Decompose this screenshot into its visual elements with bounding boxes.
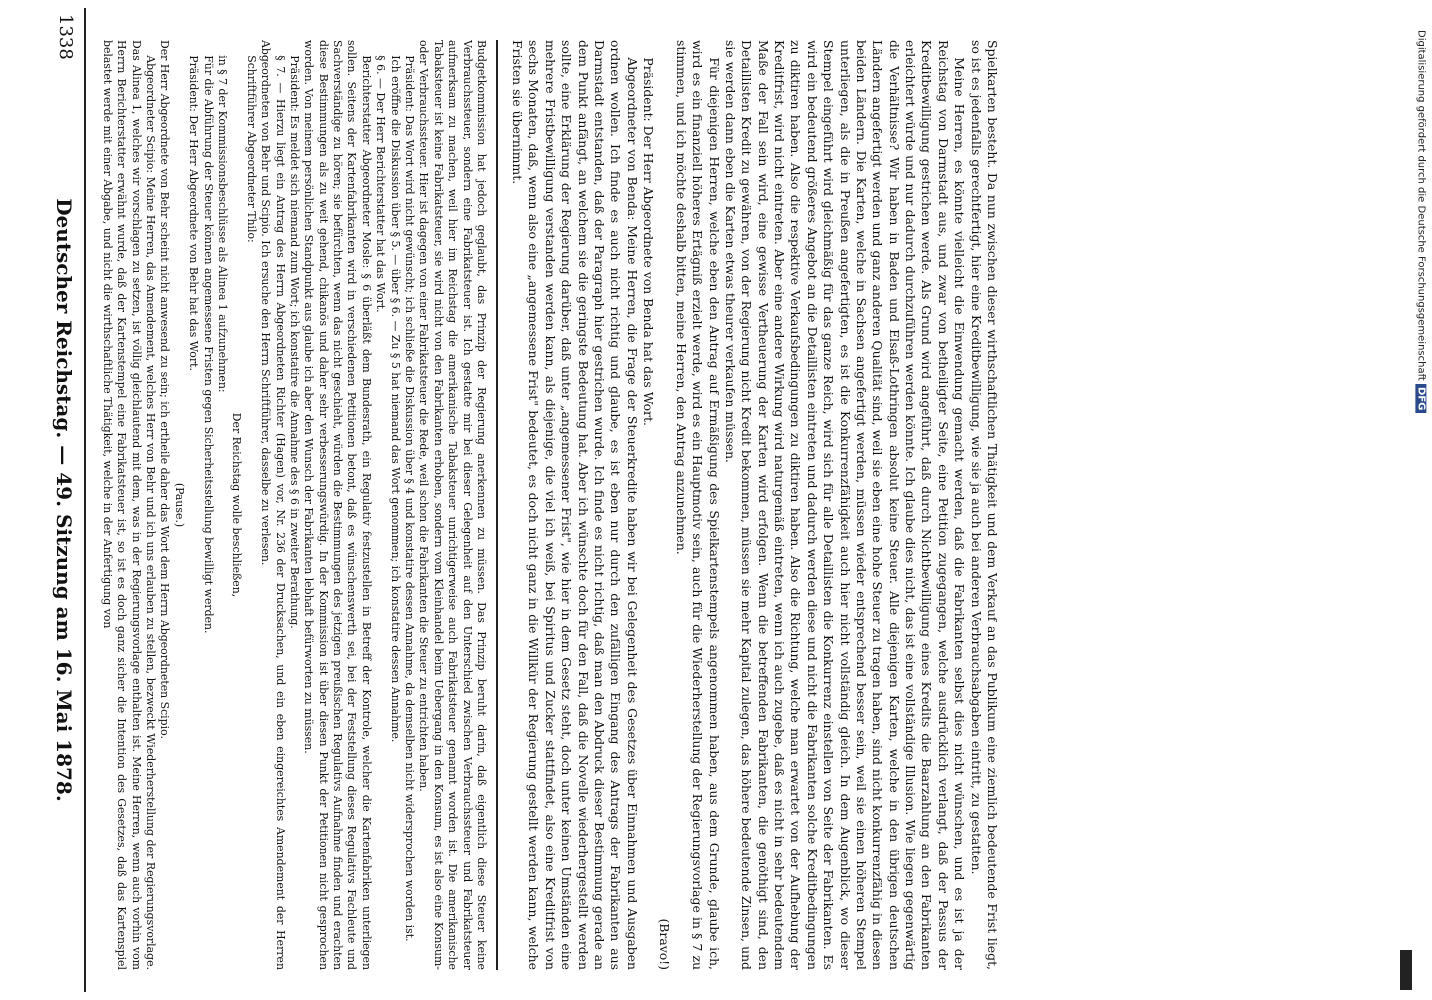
paragraph: Präsident: Es meldet sich niemand zum Wort; ich konstatire die Annahme des § 6 in zweiter Berathung. [287, 55, 301, 629]
page-title: Deutscher Reichstag. — 49. Sitzung am 16. Mai 1878. [52, 198, 76, 802]
paragraph: Ich eröffne die Diskussion über § 5. — über § 6. — Zu § 5 hat niemand das Wort genommen; ich konstatire dessen Annahme. [388, 55, 402, 743]
paragraph: (Bravo!) [657, 918, 673, 970]
paragraph: Der Herr Abgeordnete von Behr scheint nicht anwesend zu sein; ich ertheile daher das Wort dem Herrn Abgeordneten Scipio. [158, 40, 172, 739]
paragraph: Für diejenigen Herren, welche eben den Antrag auf Ermäßigung des Spielkartenstempels angenommen haben, aus dem Grunde, glaube ich, wird es ein finanziell höheres Ertägniß erzielt werde, wird es ein Hauptmotiv sein, auch für die Wiederherstellung der Regierungsvorlage in § 7 zu stimmen, und ich möchte deshalb bitten, meine Herren, den Antrag anzunehmen. [673, 40, 722, 970]
paragraph: Schriftführer Abgeordneter Thilo: [244, 55, 258, 243]
header-rule [84, 8, 86, 992]
paragraph: Präsident: Der Herr Abgeordnete von Benda hat das Wort. [641, 57, 657, 426]
paragraph: § 6. — Der Herr Berichterstatter hat das Wort. [374, 55, 388, 313]
paragraph: Präsident: Der Herr Abgeordnete von Behr hat das Wort. [187, 55, 201, 371]
credit-text: Digitalisierung gefördert durch die Deutsche Forschungsgemeinschaft [1415, 30, 1426, 381]
right-column [510, 40, 1000, 970]
paragraph: (Pause.) [172, 482, 186, 528]
paragraph: Abgeordneter von Benda: Meine Herren, die Frage der Steuerkredite haben wir bei Gelegenheit des Gesetzes über Einnahmen und Ausgaben ordnen wollen. Ich finde es auch nicht richtig und glaube, es ist eben nur durch den zufälligen Eingang des Antrags der Fabrikanten aus Darmstadt entstanden, daß der Paragraph hier gestrichen wurde. Ich finde es nicht richtig, daß man den Abdruck dieser Bestimmung gerade an dem Punkt anfängt, an welchem sie die geringste Bedeutung hat. Aber ich wünschte doch für den Fall, daß die Novelle wiederhergestellt werden sollte, eine Erklärung der Regierung darüber, daß unter „angemessener Frist", wie hier in dem Gesetz steht, doch unter keinen Umständen eine mehrere Fristbewilligung verstanden werden kann, als diejenige, die viel ich weiß, bei Spiritus und Zucker stattfindet, also eine Kreditfrist von sechs Monaten, daß, wenn also eine „angemessene Frist" bedeutet, es doch nicht ganz in die Willkür der Regierung gestellt werden kann, welche Fristen sie übernimmt. [510, 40, 640, 970]
paragraph: Berichterstatter Abgeordneter Mosle: § 6 überläßt dem Bundesrath, ein Regulativ festzustellen in Betreff der Kontrole, welcher die Kartenfabriken unterliegen sollen. Seitens der Kartenfabrikanten wird in verschiedenen Petitionen betont, daß es wünschenswerth sei, bei der Feststellung dieses Regulativs Fachleute und Sachverständige zu hören; sie befürchten, wenn das nicht geschieht, würden die Bestimmungen des jetzigen preußischen Regulativs Aufnahme finden und erachten diese Bestimmungen als zu weit gehend, chikanös und daher sehr verbesserungswürdig. In der Kommission ist über diesen Punkt der Petitionen nicht gesprochen worden. Von meinem persönlichen Standpunkt aus glaube ich aber den Wunsch der Fabrikanten lebhaft befürworten zu müssen. [302, 40, 373, 970]
paragraph: Für die Abführung der Steuer können angemessene Fristen gegen Sicherheitsstellung bewilligt werden. [201, 55, 215, 634]
paragraph: in § 7 der Kommissionsbeschlüsse als Alinea 1 aufzunehmen: [215, 55, 229, 393]
paragraph: Spielkarten besteht. Da nun zwischen dieser wirthschaftlichen Thätigkeit und dem Verkauf an das Publikum eine ziemlich bedeutende Frist liegt, so ist es jedenfalls gerechtfertigt, hier eine Kreditbewilligung, wie sie ja auch bei anderen Verbrauchsabgaben eintritt, zu gestatten. [968, 40, 1000, 970]
left-column [92, 40, 488, 970]
column-divider [496, 40, 498, 970]
paragraph: Präsident: Das Wort wird nicht gewünscht; ich schließe die Diskussion über § 4 und konstatire dessen Annahme, da demselben nicht widersprochen worden ist. [403, 55, 417, 942]
paragraph: Der Reichstag wolle beschließen, [230, 412, 244, 598]
paragraph: Abgeordneter Scipio: Meine Herren, das Amendement, welches Herr von Behr und ich uns erlauben zu stellen, bezweckt Wiederherstellung der Regierungsvorlage. Das Alinea 1, welches wir vorschlagen zu setzen, ist völlig gleichlautend mit dem, was in der Regierungsvorlage enthalten ist. Meine Herren, wenn auch vorhin vom Herrn Berichterstatter erwähnt wurde, daß der Kartenstempel eine Fabrikatsteuer ist, so ist es doch ganz sicher die Intention des Gesetzes, daß das Kartenspiel belastet werde mit einer Abgabe, und nicht die wirthschaftliche Thätigkeit, welche in der Anfertigung von [100, 40, 158, 970]
paragraph: Meine Herren, es könnte vielleicht die Einwendung gemacht werden, daß die Fabrikanten selbst dies nicht wünschen, und es ist ja der Reichstag von Darmstadt aus, und zwar von betheiligter Seite, eine Petition zugegangen, welche ausdrücklich verlangt, daß der Passus der Kreditbewilligung gestrichen werde. Als Grund wird angeführt, daß durch Nichtbewilligung eines Kredits die Baarzahlung an den Fabrikanten erleichtert würde und nur dadurch durchzuführen werden könnte. Ich glaube dies nicht, das ist eine vollständige Illusion. Wie liegen gegenwärtig die Verhältnisse? Wir haben in Baden und Elsaß-Lothringen absolut keine Steuer. Alle diejenigen Karten, welche in den übrigen deutschen Ländern angefertigt werden und ganz anderen Qualität sind, weil sie eben eine hohe Steuer zu tragen haben, sind nicht konkurrenzfähig in diesen beiden Ländern. Die Karten, welche in Sachsen angefertigt werden, müssen wieder entsprechend besser sein, weil sie einen höheren Stempel unterliegen, als die in Preußen angefertigten, es ist die Konkurrenzfähigkeit auch hier nicht vollständig gleich. In dem Augenblick, wo dieser Stempel eingeführt wird gleichmäßig für das ganze Reich, wird sich für alle Detaillisten die Konkurrenz einstellen von Seite der Fabrikanten. Es wird ein bedeutend größeres Angebot an die Detaillisten eintreten und dadurch werden diese und nicht die Fabrikanten solche Kreditbedingungen zu diktiren haben. Also die respektive Verkaufsbedingungen zu diktiren haben. Also die Richtung, welche man erwartet von der Aufhebung der Kreditfrist, wird nicht eintreten. Aber eine andere Wirkung wird naturgemäß eintreten, wenn ich auch zugebe, daß es nicht in sehr bedeutendem Maße der Fall sein wird, eine gewisse Vertheuerung der Karten wird erfolgen. Wenn die betreffenden Fabrikanten, die genöthigt sind, den Detaillisten Kredit zu gewähren, von der Regierung nicht Kredit bekommen, müssen sie mehr Kapital zulegen, das höhere bedeutende Zinsen, und sie werden dann eben die Karten etwas theurer verkaufen müssen. [723, 40, 968, 970]
paragraph: Budgetkommission hat jedoch geglaubt, das Prinzip der Regierung anerkennen zu müssen. Das Prinzip beruht darin, daß eigentlich diese Steuer keine Verbrauchssteuer, sondern eine Fabrikatsteuer ist. Ich gestatte mir bei dieser Gelegenheit auf den Unterschied zwischen Verbrauchssteuer und Fabrikatsteuer aufmerksam zu machen, weil hier im Reichstag die amerikanische Tabaksteuer unrichtigerweise auch Fabrikatsteuer genannt worden ist. Die amerikanische Tabaksteuer ist keine Fabrikatsteuer, sie wird nicht von den Fabrikanten erhoben, sondern vom Kleinhandel beim Uebergang in den Konsum, es ist also eine Konsum- oder Verbrauchssteuer. Hier ist dagegen von einer Fabrikatsteuer die Rede, weil schon die Fabrikanten die Steuer zu entrichten haben. [417, 40, 488, 970]
page-number: 1338 [55, 14, 76, 60]
scan-edge-mark [1400, 950, 1412, 990]
page-header [48, 0, 82, 1000]
digitization-credit [1415, 30, 1426, 413]
paragraph: § 7. — Hierzu liegt ein Antrag des Herrn Abgeordneten Richter (Hagen) vor, Nr. 236 der Drucksachen, und ein eben eingereichtes Amendement der Herren Abgeordneten von Behr und Scipio. Ich ersuche den Herrn Schriftführer, dasselbe zu verlesen. [259, 40, 287, 970]
dfg-logo: DFG [1415, 384, 1426, 413]
